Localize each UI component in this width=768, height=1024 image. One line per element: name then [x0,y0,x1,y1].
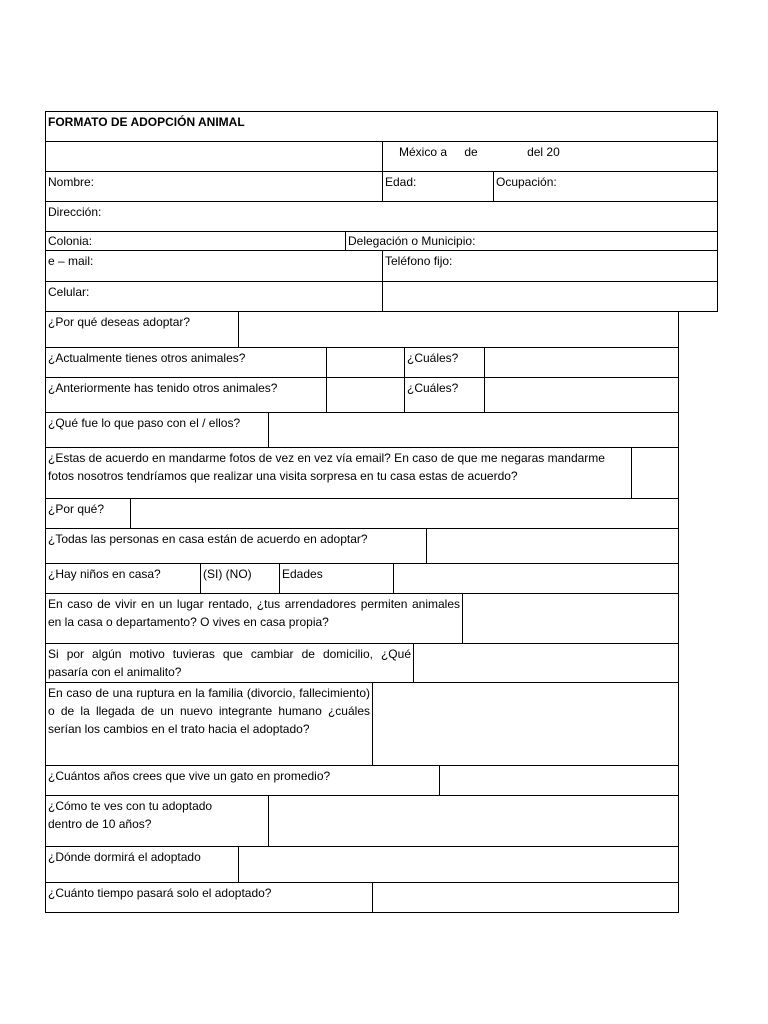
q-cuales-1-label: ¿Cuáles? [404,347,485,378]
date-blank-cell[interactable] [45,141,383,172]
q-dormira-answer[interactable] [238,846,679,883]
name-row [46,171,719,202]
address-row [46,201,719,232]
q-fotos-answer[interactable] [631,447,679,499]
q-adoptar-answer[interactable] [238,311,679,348]
q-otros-actual-label: ¿Actualmente tienes otros animales? [45,347,327,378]
ocupacion-field[interactable]: Ocupación: [493,171,718,202]
q-que-paso-row [46,412,680,448]
telefono-field[interactable]: Teléfono fijo: [382,250,718,282]
colonia-field[interactable]: Colonia: [45,231,346,251]
email-field[interactable]: e – mail: [45,250,383,282]
q-anos-gato-label: ¿Cuántos años crees que vive un gato en promedio? [45,765,440,796]
q-rentado-answer[interactable] [462,593,679,644]
q-adoptar-row [46,311,680,348]
edad-field[interactable]: Edad: [382,171,494,202]
nombre-field[interactable]: Nombre: [45,171,383,202]
q-adoptar-label: ¿Por qué deseas adoptar? [45,311,239,348]
date-mexico-label: México a [399,145,448,159]
q-por-que-answer[interactable] [130,498,679,529]
q-ruptura-row [46,682,680,766]
q-otros-anterior-answer[interactable] [326,377,405,413]
q-que-paso-label: ¿Qué fue lo que paso con el / ellos? [45,412,269,448]
q-dormira-row [46,846,680,883]
q-edades-answer[interactable] [393,563,679,594]
q-domicilio-row [46,643,680,683]
q-si-no-option[interactable]: (SI) (NO) [200,563,280,594]
email-row [46,250,719,282]
q-tiempo-solo-label: ¿Cuánto tiempo pasará solo el adoptado? [45,882,373,913]
q-10-anos-row [46,795,680,847]
date-de-label: de [464,145,478,159]
q-rentado-row [46,593,680,644]
q-domicilio-label: Si por algún motivo tuvieras que cambiar de domicilio, ¿Qué pasaría con el animalito? [45,643,414,683]
q-anos-gato-row [46,765,680,796]
q-dormira-label: ¿Dónde dormirá el adoptado [45,846,239,883]
q-tiempo-solo-row [46,882,680,913]
q-fotos-label: ¿Estas de acuerdo en mandarme fotos de vez en vez vía email? En caso de que me negaras mandarme fotos nosotros tendríamos que realizar una visita sorpresa en tu casa estas de acuerdo? [45,447,632,499]
celular-blank-cell[interactable] [382,281,718,312]
q-cuales-2-label: ¿Cuáles? [404,377,485,413]
q-cuales-1-answer[interactable] [484,347,679,378]
q-tiempo-solo-answer[interactable] [372,882,679,913]
q-otros-anterior-row [46,377,680,413]
q-que-paso-answer[interactable] [268,412,679,448]
q-10-anos-answer[interactable] [268,795,679,847]
q-ruptura-label: En caso de una ruptura en la familia (divorcio, fallecimiento) o de la llegada de un nuevo integrante humano ¿cuáles serían los cambios en el trato hacia el adoptado? [45,682,373,766]
celular-row [46,281,719,312]
colonia-row [46,231,719,251]
q-ninos-row [46,563,680,594]
q-por-que-label: ¿Por qué? [45,498,131,529]
celular-field[interactable]: Celular: [45,281,383,312]
q-domicilio-answer[interactable] [413,643,679,683]
q-edades-label: Edades [279,563,394,594]
q-otros-actual-row [46,347,680,378]
q-cuales-2-answer[interactable] [484,377,679,413]
q-ninos-label: ¿Hay niños en casa? [45,563,201,594]
q-todas-row [46,528,680,564]
q-otros-anterior-label: ¿Anteriormente has tenido otros animales? [45,377,327,413]
form-title: FORMATO DE ADOPCIÓN ANIMAL [45,111,718,142]
date-year-label: del 20 [527,145,560,159]
direccion-field[interactable]: Dirección: [45,201,718,232]
q-todas-answer[interactable] [426,528,679,564]
date-cell[interactable] [382,141,718,172]
q-ruptura-answer[interactable] [372,682,679,766]
q-otros-actual-answer[interactable] [326,347,405,378]
q-rentado-label: En caso de vivir en un lugar rentado, ¿tus arrendadores permiten animales en la casa o departamento? O vives en casa propia? [45,593,463,644]
q-por-que-row [46,498,680,529]
form-title-row [46,111,719,142]
q-todas-label: ¿Todas las personas en casa están de acuerdo en adoptar? [45,528,427,564]
date-row [46,141,719,172]
q-anos-gato-answer[interactable] [439,765,679,796]
q-10-anos-label: ¿Cómo te ves con tu adoptado dentro de 10 años? [45,795,269,847]
delegacion-field[interactable]: Delegación o Municipio: [345,231,718,251]
q-fotos-row [46,447,680,499]
